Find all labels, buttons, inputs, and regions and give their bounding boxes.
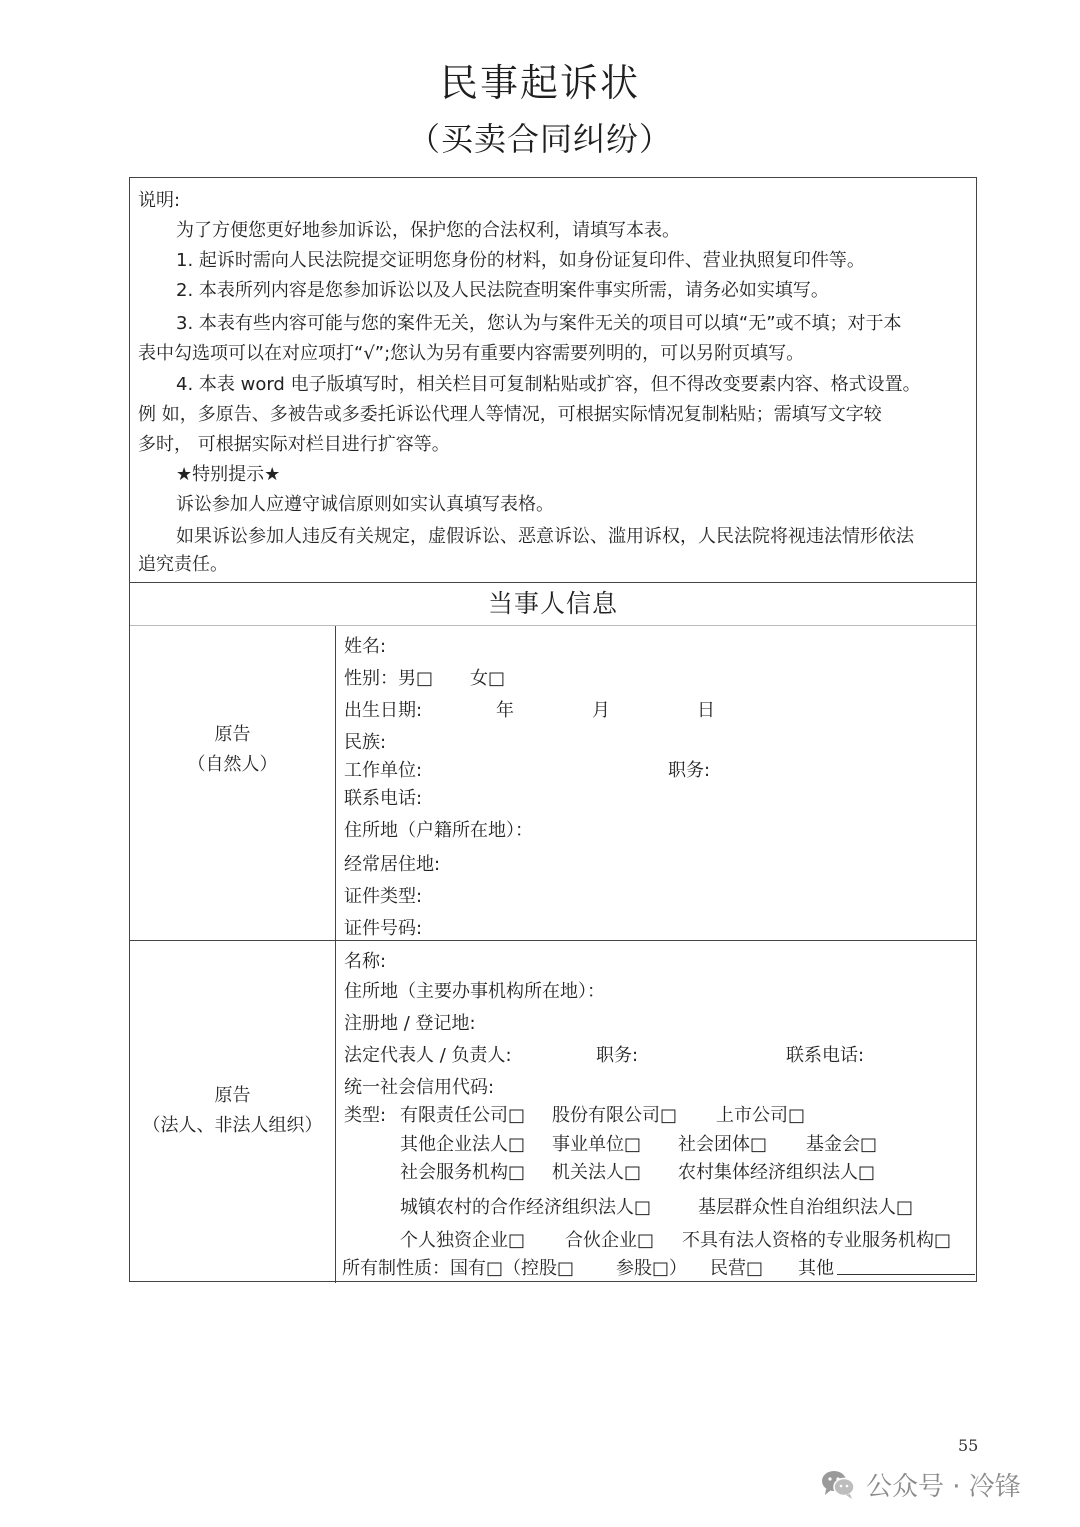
document-title: 民事起诉状 [439, 61, 640, 105]
org-name-field[interactable]: 名称: [344, 951, 387, 972]
document-subtitle: （买卖合同纠纷） [407, 120, 672, 158]
instruction-line: 诉讼参加人应遵守诚信原则如实认真填写表格。 [176, 494, 554, 515]
ownership-other-input-line[interactable] [837, 1274, 975, 1275]
type-checkbox[interactable]: 其他企业法人□ [400, 1134, 526, 1155]
watermark [820, 1466, 1021, 1502]
type-checkbox[interactable]: 基层群众性自治组织法人□ [698, 1197, 914, 1218]
page-number: 55 [958, 1436, 979, 1455]
name-field[interactable]: 姓名: [344, 636, 387, 657]
plaintiff-natural-label-cell [130, 626, 336, 940]
instruction-line: 如果诉讼参加人违反有关规定，虚假诉讼、恶意诉讼、滥用诉权，人民法院将视违法情形依法 [176, 526, 914, 547]
employer-field[interactable]: 工作单位: [344, 760, 423, 781]
ownership-share-checkbox[interactable]: 参股□） [616, 1258, 688, 1279]
registration-field[interactable]: 注册地 / 登记地: [344, 1013, 476, 1034]
instruction-line: 3. 本表有些内容可能与您的案件无关，您认为与案件无关的项目可以填“无”或不填；对于本 [176, 313, 902, 334]
plaintiff-label: 原告 [214, 1085, 251, 1106]
instructions-box [130, 178, 976, 583]
birth-date-field[interactable]: 出生日期: [344, 700, 423, 721]
section-title: 当事人信息 [130, 583, 976, 626]
ownership-private-checkbox[interactable]: 民营□ [710, 1258, 764, 1279]
plaintiff-legal-row [130, 941, 976, 1283]
type-checkbox[interactable]: 合伙企业□ [565, 1230, 655, 1251]
birth-day-label: 日 [697, 700, 715, 721]
legal-rep-field[interactable]: 法定代表人 / 负责人: [344, 1045, 512, 1066]
plaintiff-type-label: （法人、非法人组织） [142, 1115, 323, 1136]
instruction-line: 表中勾选项可以在对应项打“√”;您认为另有重要内容需要列明的，可以另附页填写。 [138, 343, 805, 364]
position-field[interactable]: 职务: [668, 760, 711, 781]
type-checkbox[interactable]: 股份有限公司□ [552, 1105, 678, 1126]
type-checkbox[interactable]: 社会团体□ [678, 1134, 768, 1155]
type-checkbox[interactable]: 上市公司□ [716, 1105, 806, 1126]
plaintiff-legal-label-cell [130, 941, 336, 1283]
type-checkbox[interactable]: 个人独资企业□ [400, 1230, 526, 1251]
type-checkbox[interactable]: 社会服务机构□ [400, 1162, 526, 1183]
instructions-heading: 说明: [138, 190, 181, 211]
gender-male-checkbox[interactable]: 性别：男□ [344, 668, 434, 689]
credit-code-field[interactable]: 统一社会信用代码: [344, 1077, 495, 1098]
type-checkbox[interactable]: 基金会□ [806, 1134, 878, 1155]
birth-year-label: 年 [496, 700, 514, 721]
instruction-line: 例 如，多原告、多被告或多委托诉讼代理人等情况，可根据实际情况复制粘贴；需填写文字较 [138, 404, 882, 425]
complaint-form [129, 177, 977, 1282]
plaintiff-natural-row [130, 626, 976, 941]
watermark-text: 公众号 · 冷锋 [866, 1471, 1021, 1502]
instruction-line: 2. 本表所列内容是您参加诉讼以及人民法院查明案件事实所需，请务必如实填写。 [176, 280, 829, 301]
instruction-line: 为了方便您更好地参加诉讼，保护您的合法权利，请填写本表。 [176, 220, 680, 241]
special-notice-heading: ★特别提示★ [176, 464, 281, 485]
instruction-line: 4. 本表 word 电子版填写时，相关栏目可复制粘贴或扩容，但不得改变要素内容、格式设置。 [176, 374, 921, 395]
ownership-other-label: 其他 [798, 1258, 834, 1279]
org-position-field[interactable]: 职务: [596, 1045, 639, 1066]
plaintiff-label: 原告 [214, 724, 251, 745]
type-checkbox[interactable]: 事业单位□ [552, 1134, 642, 1155]
id-type-field[interactable]: 证件类型: [344, 886, 423, 907]
id-number-field[interactable]: 证件号码: [344, 918, 423, 939]
ethnicity-field[interactable]: 民族: [344, 732, 387, 753]
type-checkbox[interactable]: 机关法人□ [552, 1162, 642, 1183]
org-phone-field[interactable]: 联系电话: [786, 1045, 865, 1066]
org-type-label: 类型: [344, 1105, 387, 1126]
gender-female-checkbox[interactable]: 女□ [470, 668, 506, 689]
instruction-line: 多时， 可根据实际对栏目进行扩容等。 [138, 434, 450, 455]
type-checkbox[interactable]: 不具有法人资格的专业服务机构□ [682, 1230, 952, 1251]
phone-field[interactable]: 联系电话: [344, 788, 423, 809]
wechat-icon [820, 1468, 856, 1500]
domicile-field[interactable]: 住所地（户籍所在地）： [344, 820, 533, 841]
plaintiff-type-label: （自然人） [187, 754, 278, 775]
ownership-state-checkbox[interactable]: 所有制性质：国有□（控股□ [342, 1258, 575, 1279]
type-checkbox[interactable]: 农村集体经济组织法人□ [678, 1162, 876, 1183]
instruction-line: 追究责任。 [138, 554, 228, 575]
org-domicile-field[interactable]: 住所地（主要办事机构所在地）： [344, 981, 605, 1002]
instruction-line: 1. 起诉时需向人民法院提交证明您身份的材料，如身份证复印件、营业执照复印件等。 [176, 250, 865, 271]
type-checkbox[interactable]: 城镇农村的合作经济组织法人□ [400, 1197, 652, 1218]
birth-month-label: 月 [592, 700, 610, 721]
residence-field[interactable]: 经常居住地: [344, 854, 441, 875]
type-checkbox[interactable]: 有限责任公司□ [400, 1105, 526, 1126]
